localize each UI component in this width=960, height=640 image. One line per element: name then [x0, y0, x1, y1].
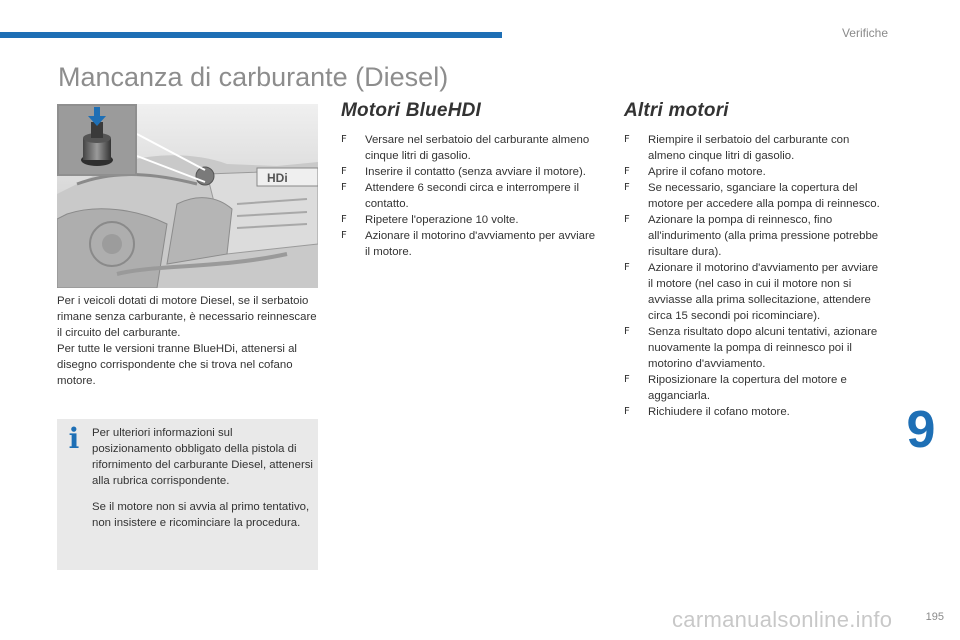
checkbox-bullet-icon: F: [341, 230, 347, 241]
bluehdi-heading: Motori BlueHDI: [341, 100, 482, 121]
hdi-badge-text: HDi: [267, 171, 288, 185]
engine-bay-photo: [57, 104, 318, 288]
list-item: F Se necessario, sganciare la copertura del motore per accedere alla pompa di reinnesco.: [624, 182, 880, 210]
checkbox-bullet-icon: F: [624, 182, 630, 193]
watermark: carmanualsonline.info: [672, 607, 893, 632]
checkbox-bullet-icon: F: [341, 214, 347, 225]
info-text-2: Se il motore non si avvia al primo tentativo, non insistere e ricominciare la procedura.: [92, 501, 310, 529]
checkbox-bullet-icon: F: [341, 134, 347, 145]
intro-paragraph-1: Per i veicoli dotati di motore Diesel, se il serbatoio rimane senza carburante, è necessario reinnescare il circuito del carburante.: [57, 295, 317, 339]
intro-text: [57, 293, 319, 389]
list-item: F Ripetere l'operazione 10 volte.: [341, 214, 519, 226]
info-icon: i: [68, 422, 80, 455]
checkbox-bullet-icon: F: [624, 262, 630, 273]
list-item: F Azionare la pompa di reinnesco, fino all'indurimento (alla prima pressione potrebbe risultare dura).: [624, 214, 879, 258]
checkbox-bullet-icon: F: [624, 166, 630, 177]
section-label: Verifiche: [841, 26, 888, 40]
page-number: 195: [925, 611, 944, 623]
info-text-1: Per ulteriori informazioni sul posizionamento obbligato della pistola di rifornimento del carburante Diesel, attenersi alla rubrica corrispondente.: [92, 427, 313, 487]
bluehdi-section: [341, 100, 603, 260]
checkbox-bullet-icon: F: [624, 374, 630, 385]
altri-motori-heading: Altri motori: [624, 100, 729, 121]
list-item: F Azionare il motorino d'avviamento per avviare il motore (nel caso in cui il motore non si avviasse alla prima sollecitazione, attendere circa 15 secondi poi ricominciare).: [624, 262, 879, 322]
list-item: F Richiudere il cofano motore.: [624, 406, 790, 418]
checkbox-bullet-icon: F: [341, 166, 347, 177]
list-item: F Aprire il cofano motore.: [624, 166, 766, 178]
list-item: F Riempire il serbatoio del carburante con almeno cinque litri di gasolio.: [624, 134, 850, 162]
list-item: F Attendere 6 secondi circa e interrompere il contatto.: [341, 182, 579, 210]
checkbox-bullet-icon: F: [624, 134, 630, 145]
list-item: F Azionare il motorino d'avviamento per avviare il motore.: [341, 230, 596, 258]
info-box: [57, 419, 318, 570]
list-item: F Versare nel serbatoio del carburante almeno cinque litri di gasolio.: [341, 134, 590, 162]
page-title: Mancanza di carburante (Diesel): [58, 62, 449, 92]
checkbox-bullet-icon: F: [624, 326, 630, 337]
header-accent-bar: [0, 32, 502, 38]
list-item: F Riposizionare la copertura del motore e agganciarla.: [624, 374, 847, 402]
chapter-number: 9: [906, 401, 936, 459]
altri-motori-section: [624, 100, 880, 420]
checkbox-bullet-icon: F: [341, 182, 347, 193]
checkbox-bullet-icon: F: [624, 214, 630, 225]
list-item: F Senza risultato dopo alcuni tentativi, azionare nuovamente la pompa di reinnesco poi il motorino d'avviamento.: [624, 326, 878, 370]
intro-paragraph-2: Per tutte le versioni tranne BlueHDi, attenersi al disegno corrispondente che si trova nel cofano motore.: [57, 343, 297, 387]
list-item: F Inserire il contatto (senza avviare il motore).: [341, 166, 586, 178]
checkbox-bullet-icon: F: [624, 406, 630, 417]
